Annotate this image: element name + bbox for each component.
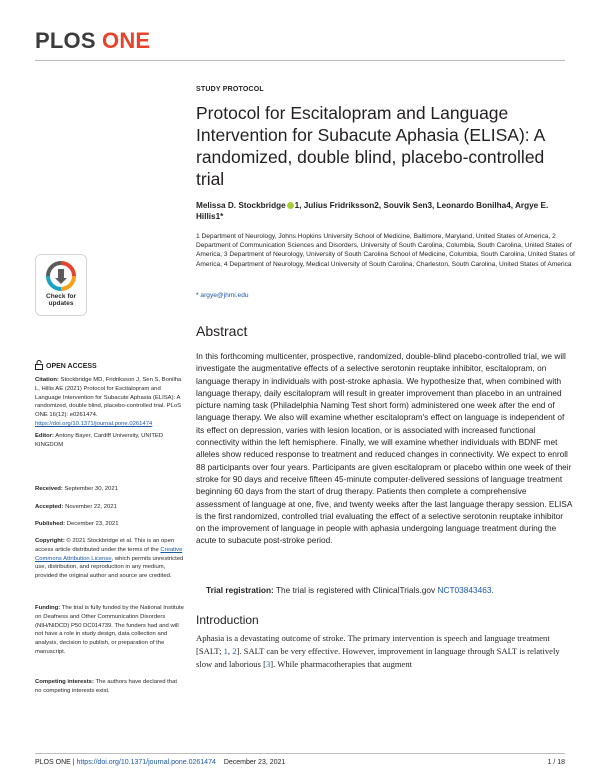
competing-interests-label: Competing interests: — [35, 679, 94, 685]
citation-link-1[interactable]: 1 — [223, 646, 228, 656]
check-for-updates-button[interactable] — [35, 254, 87, 316]
page-number: 1 / 18 — [547, 759, 565, 766]
trial-id-link[interactable]: NCT03843463 — [437, 585, 492, 595]
editor-text: Antony Bayer, Cardiff University, UNITED KINGDOM — [35, 433, 164, 448]
citation-text: Stockbridge MD, Fridriksson J, Sen S, Bonilha L, Hillis AE (2021) Protocol for Escitalopram and Language Intervention for Subacute Aphasia (ELISA): A randomized, double blind, placebo-controlled trial. PLoS ONE 16(12): e0261474. — [35, 377, 182, 419]
affiliations: 1 Department of Neurology, Johns Hopkins University School of Medicine, Baltimore, Maryland, United States of America, 2 Department of Communication Sciences and Disorders, University of South Carolina, Columbia, South Carolina, United States of America, 3 Department of Neurology, University of South Carolina School of Medicine, Columbia, South Carolina, United States of America, 4 Department of Neurology, Medical University of South Carolina, Charleston, South Carolina, United States of America — [196, 233, 575, 268]
trial-registration-end: . — [491, 585, 494, 595]
citation-label: Citation: — [35, 377, 59, 383]
editor-label: Editor: — [35, 433, 54, 439]
author-first: Melissa D. Stockbridge — [196, 201, 286, 210]
received-label: Received: — [35, 486, 63, 492]
article-title: Protocol for Escitalopram and Language Intervention for Subacute Aphasia (ELISA): A randomized, double blind, placebo-controlled trial — [196, 103, 545, 189]
corresp-email-link[interactable]: argye@jhmi.edu — [200, 292, 249, 299]
open-lock-icon — [35, 360, 43, 372]
introduction-body — [196, 632, 573, 671]
author-list — [196, 200, 576, 222]
intro-text-2: ]. SALT can be very effective. However, improvement in language through SALT is relatively slow and laborious [ — [196, 646, 560, 669]
check-updates-label: Check for updates — [46, 293, 76, 307]
open-access-label: OPEN ACCESS — [46, 362, 97, 370]
abstract-heading: Abstract — [196, 323, 248, 339]
plos-one-logo[interactable] — [35, 28, 150, 54]
published-block — [35, 520, 185, 529]
corresponding-author — [196, 292, 249, 299]
trial-registration — [206, 585, 566, 595]
trial-registration-label: Trial registration: — [206, 585, 274, 595]
footer-date: December 23, 2021 — [223, 759, 286, 766]
abstract-body: In this forthcoming multicenter, prospective, randomized, double-blind placebo-controlled trial, we will investigate the augmentative effects of a selective serotonin reuptake inhibitor, escitalopram, on language therapy in individuals with post-stroke aphasia. We hypothesize that, when combined with language therapy, daily escitalopram will result in greater improvement than placebo in an untrained picture naming task (Philadelphia Naming Test short form) administered one week after the end of language therapy. We also will examine whether escitalopram's effect on language is independent of its effect on depression, varies with lesion location, or is associated with increased functional connectivity within the left hemisphere. Finally, we will examine whether individuals with BDNF met alleles show reduced response to treatment and reduced changes in connectivity. We expect to enroll 88 participants over four years. Participants are given escitalopram or placebo within one week of their stroke for 90 days and receive fifteen 45-minute computer-delivered sessions of language treatment beginning 60 days from the start of drug therapy. Patients then complete a comprehensive assessment of language at one, five, and twenty weeks after the last language therapy session. ELISA is the first randomized, controlled trial evaluating the effect of a selective serotonin reuptake inhibitor on the improvement of language in people with aphasia undergoing language treatment during the acute to subacute post-stroke period. — [196, 351, 572, 546]
article-type: STUDY PROTOCOL — [196, 86, 264, 93]
cc-license-link[interactable]: Creative Commons Attribution License — [35, 546, 183, 562]
introduction-heading: Introduction — [196, 613, 259, 627]
corresp-star: * — [196, 292, 199, 299]
funding-text: The trial is fully funded by the National Institute on Deafness and Other Communication Disorders (NIH/NIDCD) P50 DC014739. The funders had and will not have a role in study design, data collection and analysis, decision to publish, or preparation of the manuscript. — [35, 605, 184, 655]
received-date: September 30, 2021 — [64, 486, 118, 492]
intro-cite-sep: , — [227, 646, 233, 656]
copyright-block — [35, 537, 185, 581]
accepted-label: Accepted: — [35, 504, 64, 510]
accepted-block — [35, 503, 185, 512]
copyright-text-2: , which permits unrestricted use, distribution, and reproduction in any medium, provided the original author and source are credited. — [35, 555, 184, 580]
intro-text-1: Aphasia is a devastating outcome of stroke. The primary intervention is speech and language treatment [SALT; — [196, 633, 550, 656]
citation-link-2[interactable]: 2 — [232, 646, 237, 656]
editor-block — [35, 432, 185, 450]
intro-text-3: ]. While pharmacotherapies that augment — [270, 659, 413, 669]
citation-link-3[interactable]: 3 — [265, 659, 271, 669]
competing-interests-block — [35, 678, 185, 696]
funding-block — [35, 604, 185, 657]
published-date: December 23, 2021 — [66, 521, 119, 527]
copyright-label: Copyright: — [35, 538, 65, 544]
received-block — [35, 485, 185, 494]
citation-block — [35, 376, 185, 429]
orcid-icon[interactable] — [287, 202, 294, 209]
header-divider — [35, 60, 565, 61]
logo-plos: PLOS — [35, 28, 96, 53]
footer-divider — [35, 753, 565, 754]
competing-interests-text: The authors have declared that no competing interests exist. — [35, 679, 177, 694]
accepted-date: November 22, 2021 — [65, 504, 117, 510]
funding-label: Funding: — [35, 605, 61, 611]
footer-separator: | — [70, 759, 77, 766]
copyright-text-1: © 2021 Stockbridge et al. This is an open access article distributed under the terms of the — [35, 538, 175, 553]
author-rest: 1, Julius Fridriksson2, Souvik Sen3, Leonardo Bonilha4, Argye E. Hillis1* — [196, 201, 549, 221]
published-label: Published: — [35, 521, 66, 527]
check-updates-icon — [46, 261, 76, 291]
trial-registration-text: The trial is registered with ClinicalTrials.gov — [275, 585, 436, 595]
footer-doi-link[interactable]: https://doi.org/10.1371/journal.pone.0261474 — [76, 759, 216, 766]
footer-citation — [35, 759, 285, 766]
open-access-badge — [35, 360, 97, 372]
footer-journal: PLOS ONE — [35, 759, 71, 766]
logo-one: ONE — [102, 28, 151, 53]
citation-doi-link[interactable]: https://doi.org/10.1371/journal.pone.0261474 — [35, 420, 153, 427]
